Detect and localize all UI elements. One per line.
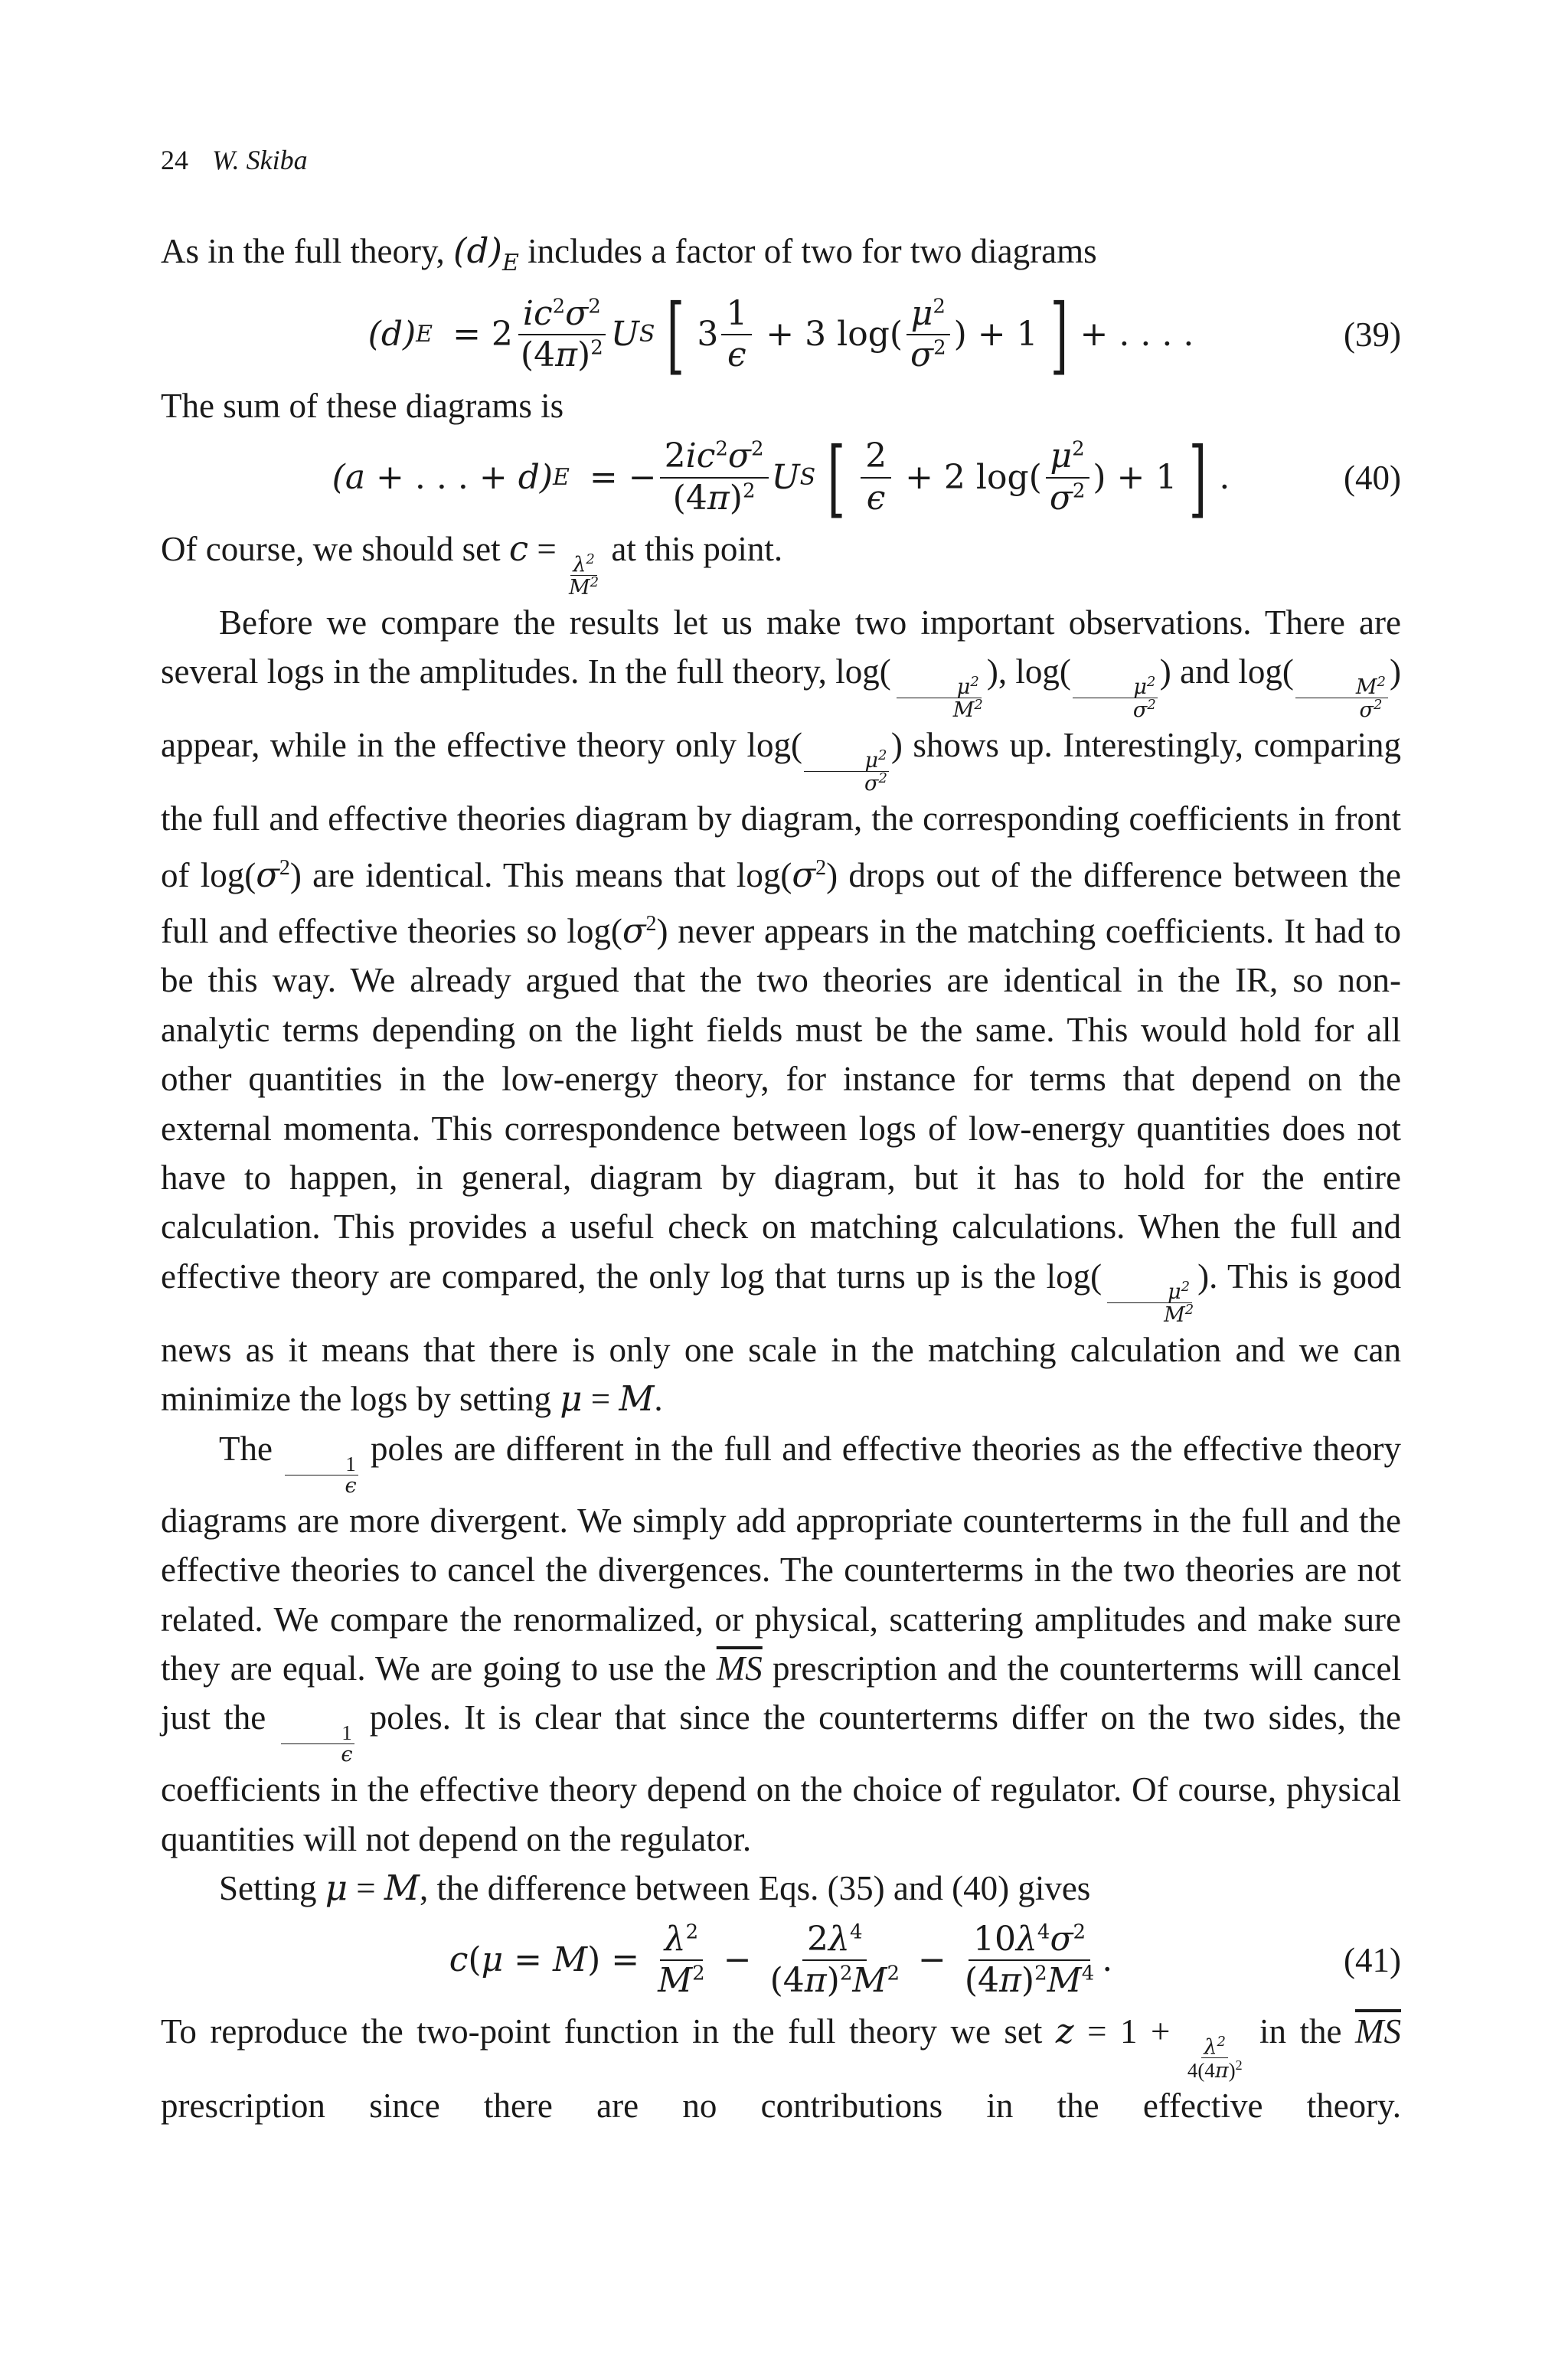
equation-number-39: (39) xyxy=(1344,315,1401,355)
equation-number-41: (41) xyxy=(1344,1940,1401,1979)
page-body xyxy=(161,227,1401,2131)
paragraph-7: To reproduce the two-point function in the full theory we set z = 1 + $\frac{\lambda^2}{4(4\pi)^2}$ in the $\overline{MS}$ prescription since there are no contributions in the effective theory. xyxy=(161,2011,1401,2126)
equation-39: (d) E = 2 $\frac{ic^2\sigma^2}{(4\pi)^2}$ U S [ 3 $\frac{1}{\epsilon}$ + 3 log( $\frac{\mu^2}{\sigma^2}$ ) + 1 ] + . . . . (39) xyxy=(368,286,1401,384)
paragraph-3: Of course, we should set c = $\frac{\lambda^2}{M^2}$ at this point. xyxy=(161,528,783,600)
running-author: W. Skiba xyxy=(212,145,308,175)
paragraph-6: Setting μ = M, the difference between Eqs. (35) and (40) gives xyxy=(219,1868,1091,1909)
equation-40: (a + . . . + d) E = − $\frac{2ic^2\sigma^2}{(4\pi)^2}$ U S [ $\frac{2}{\epsilon}$ + 2 log( $\frac{\mu^2}{\sigma^2}$ ) + 1 ] . (40) xyxy=(332,428,1401,527)
paragraph-5: The $\frac{1}{\epsilon}$ poles are different in the full and effective theories as the effective theory diagrams are more divergent. We simply add appropriate counterterms in the full and the effective theories to cancel the divergences. The counterterms in the two theories are not related. We compare the renormalized, or physical, scattering amplitudes and make sure they are equal. We are going to use the $\overline{MS}$ prescription and the counterterms will cancel just the $\frac{1}{\epsilon}$ poles. It is clear that since the counterterms differ on the two sides, the coefficients in the effective theory depend on the choice of regulator. Of course, physical quantities will not depend on the regulator. xyxy=(161,1429,1402,1858)
equation-41: c ( μ = M ) = $\frac{\lambda^2}{M^2}$ − $\frac{2\lambda^4}{(4\pi)^2M^2}$ − $\frac{10\lambda^4\sigma^2}{(4\pi)^2M^4}$ . (41) xyxy=(449,1919,1401,2000)
equation-number-40: (40) xyxy=(1344,458,1401,497)
paragraph-1: As in the full theory, $(d)_E$ includes a factor of two for two diagrams xyxy=(161,230,1097,276)
paragraph-2: The sum of these diagrams is xyxy=(161,387,564,426)
paragraph-4: Before we compare the results let us make two important observations. There are several logs in the amplitudes. In the full theory, log( $\frac{\mu^2}{M^2}$ ), log( $\frac{\mu^2}{\sigma^2}$ ) and log( $\frac{M^2}{\sigma^2}$ ) appear, while in the effective theory only log( $\frac{\mu^2}{\sigma^2}$ ) shows up. Interestingly, comparing the full and effective theories diagram by diagram, the corresponding coefficients in front of $\log(\sigma^2)$ are identical. This means that $\log(\sigma^2)$ drops out of the difference between the full and effective theories so $\log(\sigma^2)$ never appears in the matching coefficients. It had to be this way. We already argued that the two theories are identical in the IR, so non-analytic terms depending on the light fields must be the same. This would hold for all other quantities in the low-energy theory, for instance for terms that depend on the external momenta. This correspondence between logs of low-energy quantities does not have to happen, in general, diagram by diagram, but it has to hold for the entire calculation. This provides a useful check on matching calculations. When the full and effective theory are compared, the only log that turns up is the log( $\frac{\mu^2}{M^2}$ ). This is good news as it means that there is only one scale in the matching calculation and we can minimize the logs by setting μ = M. xyxy=(161,603,1401,1420)
page-number: 24 xyxy=(161,145,188,175)
running-header xyxy=(161,144,308,176)
